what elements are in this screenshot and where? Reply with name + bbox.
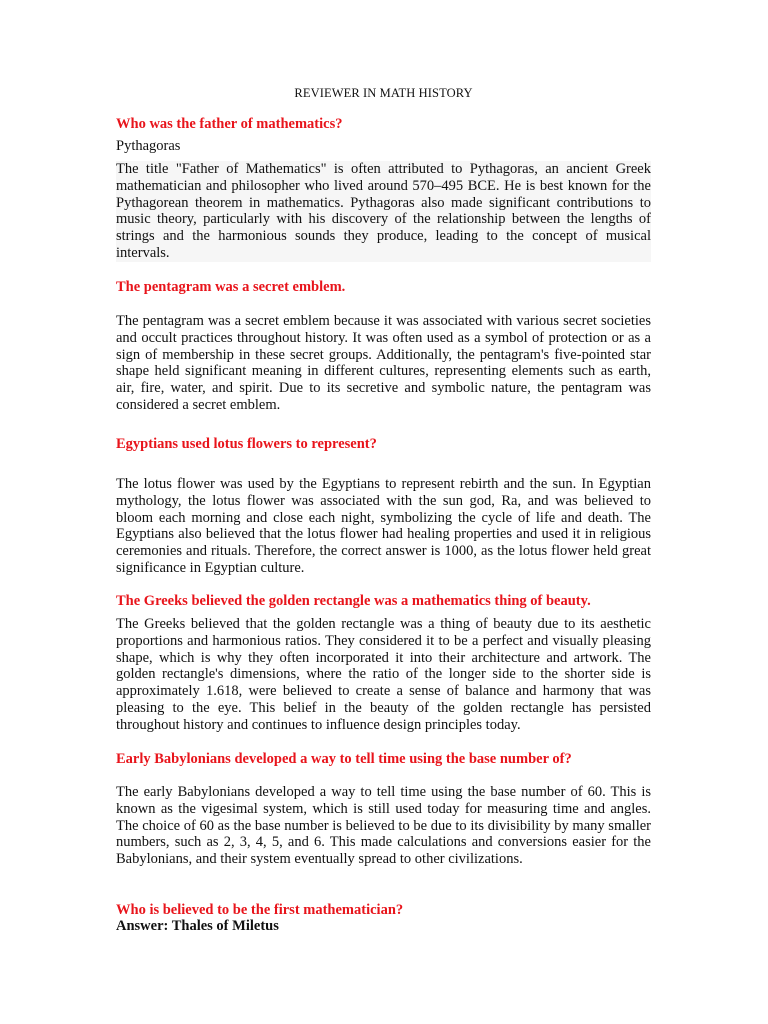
question-babylonian-base: Early Babylonians developed a way to tell time using the base number of?	[116, 751, 572, 767]
paragraph-lotus-flowers: The lotus flower was used by the Egyptians to represent rebirth and the sun. In Egyptian mythology, the lotus flower was associated with the sun god, Ra, and was believed to bloom each morning and close each night, symbolizing the cycle of life and death. The Egyptians also believed that the lotus flower had healing properties and used it in religious ceremonies and rituals. Therefore, the correct answer is 1000, as the lotus flower held great significance in Egyptian culture.	[116, 476, 651, 576]
paragraph-babylonian-base: The early Babylonians developed a way to tell time using the base number of 60. This is known as the vigesimal system, which is still used today for measuring time and angles. The choice of 60 as the base number is believed to be due to its divisibility by many smaller numbers, such as 2, 3, 4, 5, and 6. This made calculations and conversions easier for the Babylonians, and their system eventually spread to other civilizations.	[116, 784, 651, 868]
paragraph-golden-rectangle: The Greeks believed that the golden rectangle was a thing of beauty due to its aesthetic proportions and harmonious ratios. They considered it to be a perfect and visually pleasing shape, which is why they often incorporated it into their architecture and artwork. The golden rectangle's dimensions, where the ratio of the longer side to the shorter side is approximately 1.618, were believed to create a sense of balance and harmony that was pleasing to the eye. This belief in the beauty of the golden rectangle has persisted throughout history and continues to influence design principles today.	[116, 616, 651, 733]
question-father-of-mathematics: Who was the father of mathematics?	[116, 116, 343, 132]
question-golden-rectangle: The Greeks believed the golden rectangle was a mathematics thing of beauty.	[116, 593, 591, 609]
answer-thales: Answer: Thales of Miletus	[116, 918, 279, 934]
question-first-mathematician: Who is believed to be the first mathematician?	[116, 902, 404, 918]
short-answer-pythagoras: Pythagoras	[116, 138, 181, 154]
question-pentagram: The pentagram was a secret emblem.	[116, 279, 346, 295]
question-lotus-flowers: Egyptians used lotus flowers to represent?	[116, 436, 377, 452]
paragraph-father-of-mathematics: The title "Father of Mathematics" is often attributed to Pythagoras, an ancient Greek mathematician and philosopher who lived around 570–495 BCE. He is best known for the Pythagorean theorem in mathematics. Pythagoras also made significant contributions to music theory, particularly with his discovery of the relationship between the lengths of strings and the harmonious sounds they produce, leading to the concept of musical intervals.	[116, 161, 651, 261]
document-title: REVIEWER IN MATH HISTORY	[294, 86, 473, 100]
paragraph-pentagram: The pentagram was a secret emblem because it was associated with various secret societies and occult practices throughout history. It was often used as a symbol of protection or as a sign of membership in these secret groups. Additionally, the pentagram's five-pointed star shape held significant meaning in different cultures, representing elements such as earth, air, fire, water, and spirit. Due to its secretive and symbolic nature, the pentagram was considered a secret emblem.	[116, 313, 651, 413]
